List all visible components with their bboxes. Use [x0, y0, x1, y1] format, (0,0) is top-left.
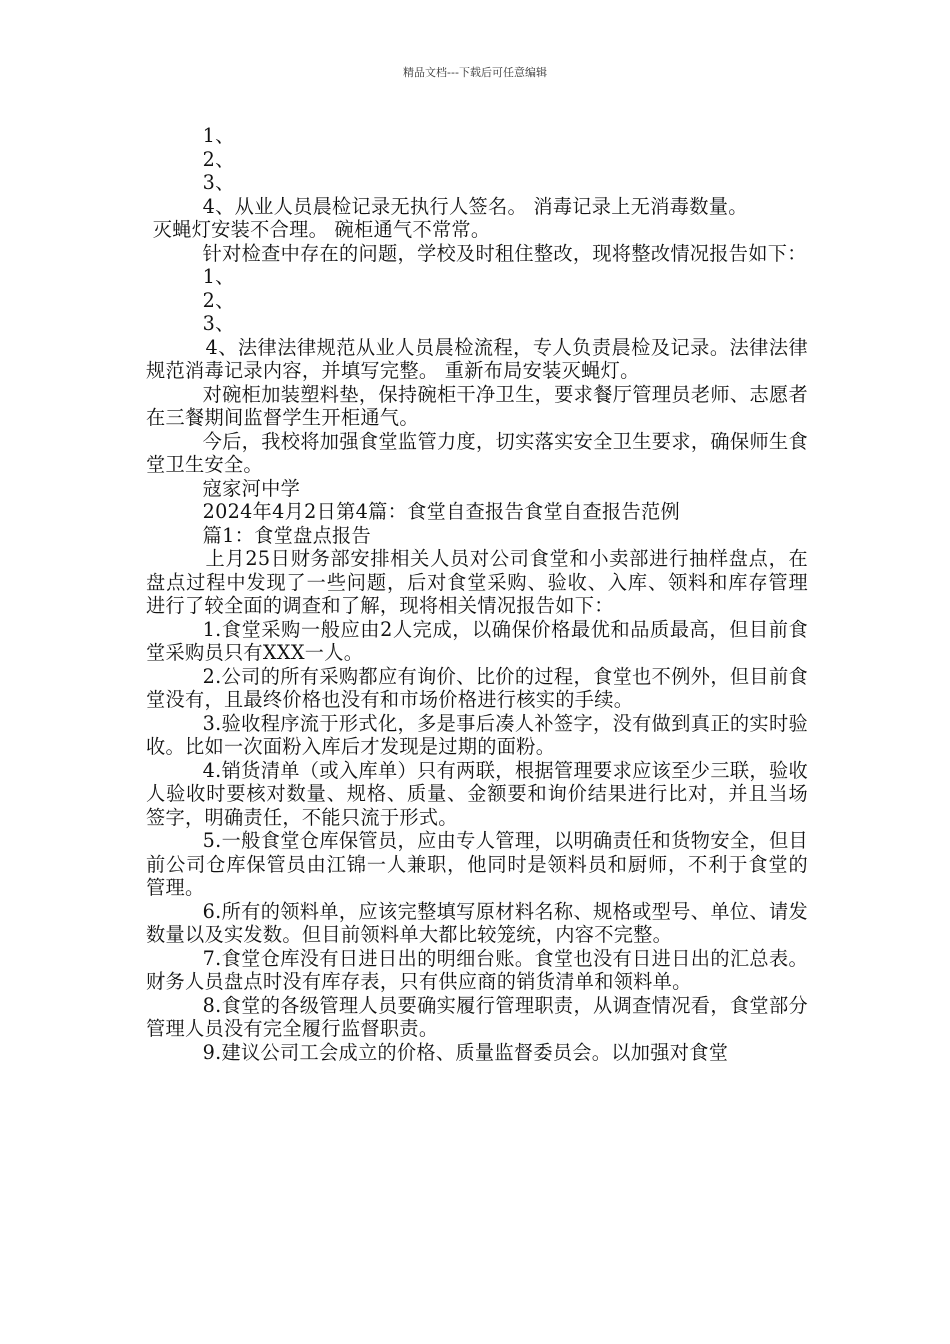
numbered-item: 9.建议公司工会成立的价格、质量监督委员会。以加强对食堂: [202, 1040, 729, 1064]
list-item: 2、: [202, 288, 235, 312]
paragraph: 对碗柜加装塑料垫，保持碗柜干净卫生，要求餐厅管理员老师、志愿者在三餐期间监督学生开柜通气。: [146, 382, 808, 429]
list-item: 3、: [202, 312, 235, 335]
list-item: 1、: [202, 265, 235, 288]
numbered-item: 1.食堂采购一般应由2人完成，以确保价格最优和品质最高，但目前食堂采购员只有XXX一人。: [146, 617, 808, 664]
numbered-item: 3.验收程序流于形式化，多是事后凑人补签字，没有做到真正的实时验收。比如一次面粉入库后才发现是过期的面粉。: [146, 711, 808, 758]
section-title: 篇1：食堂盘点报告: [202, 523, 372, 547]
paragraph: 4、从业人员晨检记录无执行人签名。 消毒记录上无消毒数量。: [202, 194, 748, 218]
list-item: 1、: [202, 124, 235, 147]
list-item: 3、: [202, 171, 235, 194]
numbered-item: 4.销货清单（或入库单）只有两联，根据管理要求应该至少三联，验收人验收时要核对数量、规格、质量、金额要和询价结果进行比对，并且当场签字，明确责任，不能只流于形式。: [146, 758, 808, 829]
paragraph: 上月25日财务部安排相关人员对公司食堂和小卖部进行抽样盘点，在盘点过程中发现了一些问题，后对食堂采购、验收、入库、领料和库存管理进行了较全面的调查和了解，现将相关情况报告如下：: [146, 547, 808, 617]
numbered-item: 8.食堂的各级管理人员要确实履行管理职责，从调查情况看，食堂部分管理人员没有完全履行监督职责。: [146, 993, 808, 1040]
signature-school: 寇家河中学: [202, 476, 301, 500]
document-body: [146, 124, 808, 1064]
list-item: 2、: [202, 147, 235, 171]
date-and-title: 2024年4月2日第4篇：食堂自查报告食堂自查报告范例: [202, 500, 680, 523]
paragraph: 灭蝇灯安装不合理。 碗柜通气不常常。: [152, 218, 491, 241]
numbered-item: 7.食堂仓库没有日进日出的明细台账。食堂也没有日进日出的汇总表。财务人员盘点时没有库存表，只有供应商的销货清单和领料单。: [146, 946, 808, 993]
numbered-item: 2.公司的所有采购都应有询价、比价的过程，食堂也不例外，但目前食堂没有，且最终价格也没有和市场价格进行核实的手续。: [146, 664, 808, 711]
numbered-item: 6.所有的领料单，应该完整填写原材料名称、规格或型号、单位、请发数量以及实发数。但目前领料单大都比较笼统，内容不完整。: [146, 899, 808, 946]
numbered-item: 5.一般食堂仓库保管员，应由专人管理，以明确责任和货物安全，但目前公司仓库保管员由江锦一人兼职，他同时是领料员和厨师，不利于食堂的管理。: [146, 829, 808, 899]
paragraph: 针对检查中存在的问题，学校及时租住整改，现将整改情况报告如下：: [202, 241, 807, 265]
paragraph: 4、法律法律规范从业人员晨检流程，专人负责晨检及记录。法律法律规范消毒记录内容，并填写完整。 重新布局安装灭蝇灯。: [146, 335, 808, 382]
paragraph: 今后，我校将加强食堂监管力度，切实落实安全卫生要求，确保师生食堂卫生安全。: [146, 429, 808, 476]
page-header: 精品文档---下载后可任意编辑: [403, 66, 547, 79]
